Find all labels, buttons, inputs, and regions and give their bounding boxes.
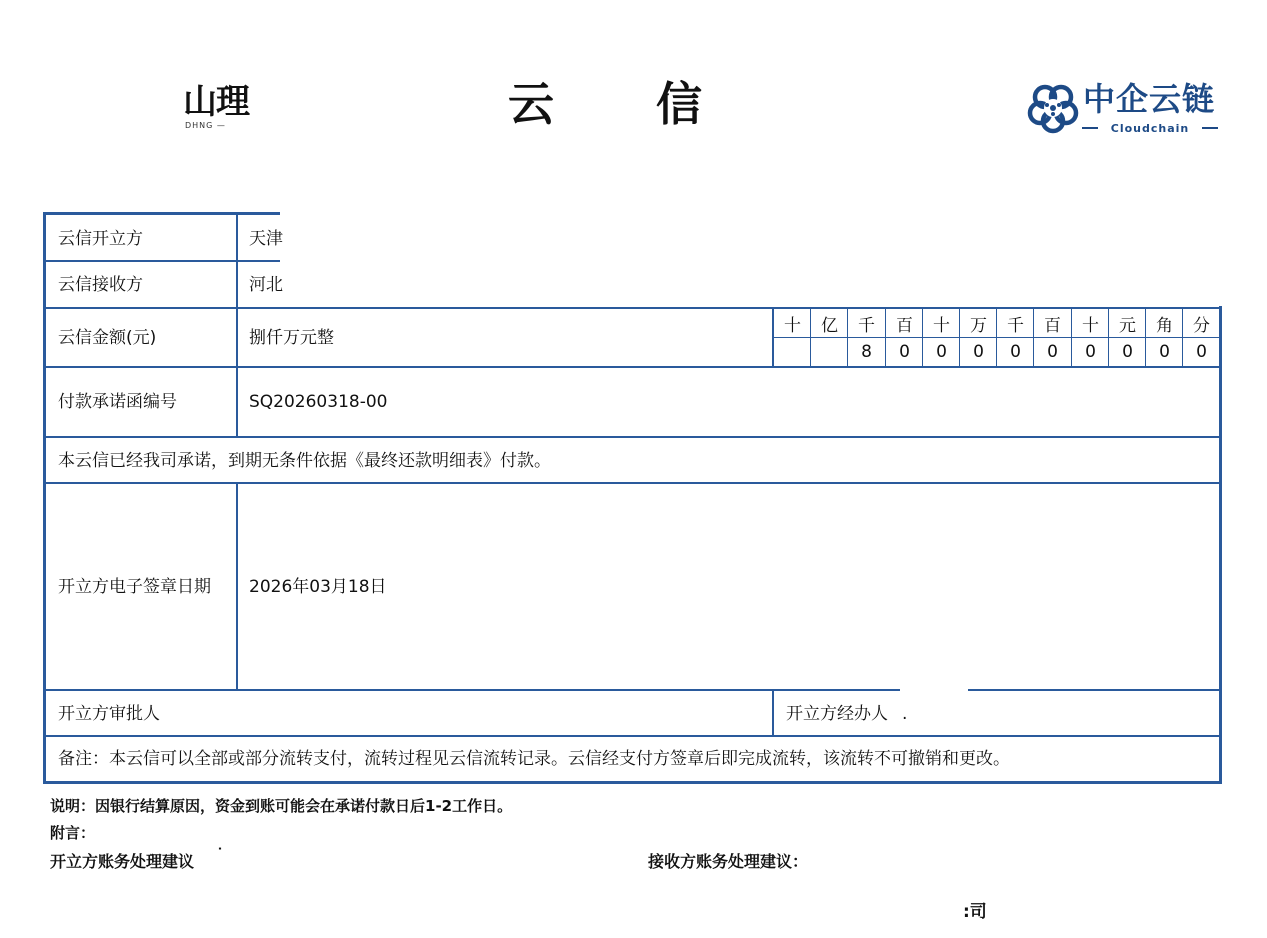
digit-value: 0	[1010, 342, 1021, 362]
amount-label: 云信金额(元)	[58, 328, 157, 348]
digit-unit: 百	[896, 315, 913, 336]
digit-value	[774, 339, 811, 365]
grid-hline	[46, 689, 900, 691]
digit-value: 0	[1085, 342, 1096, 362]
company-name-fragment: :司	[963, 902, 987, 922]
cloudchain-logo-icon	[1025, 80, 1081, 136]
sign-date-label: 开立方电子签章日期	[58, 577, 211, 597]
digit-unit: 十	[784, 315, 801, 336]
digit-value: 0	[1122, 342, 1133, 362]
digit-unit: 亿	[821, 315, 838, 336]
handler-trailing-mark: .	[902, 704, 908, 724]
digit-unit: 千	[1007, 315, 1024, 336]
receiver-value: 河北	[249, 275, 283, 295]
commitment-no-label: 付款承诺函编号	[58, 392, 177, 412]
brand-english-row	[1082, 121, 1218, 135]
partner-logo-text: 山理	[183, 82, 249, 122]
settlement-explanation: 说明：因银行结算原因，资金到账可能会在承诺付款日后1-2工作日。	[50, 797, 513, 815]
issuer-label: 云信开立方	[58, 229, 143, 249]
digit-value: 0	[1196, 342, 1207, 362]
digit-unit: 十	[1082, 315, 1099, 336]
commitment-statement: 本云信已经我司承诺，到期无条件依据《最终还款明细表》付款。	[58, 451, 551, 471]
grid-hline	[46, 366, 1219, 368]
grid-vline-label	[236, 483, 238, 690]
receiver-accounting-advice: 接收方账务处理建议：	[648, 852, 809, 871]
redaction-patch	[912, 700, 972, 732]
digit-unit: 万	[970, 315, 987, 336]
grid-hline	[46, 482, 1219, 484]
attachment-label: 附言：	[50, 824, 96, 842]
digit-value: 0	[1047, 342, 1058, 362]
digit-value: 0	[899, 342, 910, 362]
brand-line-left	[1082, 127, 1098, 129]
brand-name: 中企云链	[1083, 80, 1216, 118]
sign-date-value: 2026年03月18日	[249, 577, 387, 597]
digit-value: 8	[861, 342, 872, 362]
digit-unit: 十	[933, 315, 950, 336]
document-title: 云信	[508, 77, 804, 131]
handler-label: 开立方经办人	[786, 704, 888, 724]
digit-value: 0	[936, 342, 947, 362]
digit-unit: 千	[858, 315, 875, 336]
digit-unit: 百	[1044, 315, 1061, 336]
issuer-accounting-mark: ˙	[216, 845, 224, 864]
digit-value: 0	[973, 342, 984, 362]
digit-unit: 分	[1193, 315, 1210, 336]
remark-text: 备注：本云信可以全部或部分流转支付，流转过程见云信流转记录。云信经支付方签章后即完成流转，该流转不可撤销和更改。	[58, 749, 1010, 769]
digit-grid-midline	[774, 337, 1220, 338]
issuer-accounting-advice: 开立方账务处理建议	[50, 852, 195, 871]
grid-vline-label	[236, 214, 238, 310]
digit-value	[811, 339, 848, 365]
issuer-value: 天津	[249, 229, 283, 249]
receiver-label: 云信接收方	[58, 275, 143, 295]
redaction-patch	[280, 212, 1225, 306]
digit-unit: 元	[1119, 315, 1136, 336]
grid-vline-label	[236, 308, 238, 438]
approver-label: 开立方审批人	[58, 704, 160, 724]
amount-chinese-value: 捌仟万元整	[249, 328, 334, 348]
commitment-no-value: SQ20260318-00	[249, 392, 388, 412]
digit-unit: 角	[1156, 315, 1173, 336]
grid-hline	[46, 436, 1219, 438]
redaction-patch	[900, 685, 968, 695]
brand-english: Cloudchain	[1110, 121, 1190, 135]
grid-hline	[46, 260, 280, 262]
partner-logo-subtext: DHNG —	[185, 121, 226, 130]
brand-line-right	[1202, 127, 1218, 129]
grid-vline-approver	[772, 690, 774, 736]
grid-hline	[46, 735, 1219, 737]
grid-hline	[968, 689, 1219, 691]
digit-value: 0	[1159, 342, 1170, 362]
